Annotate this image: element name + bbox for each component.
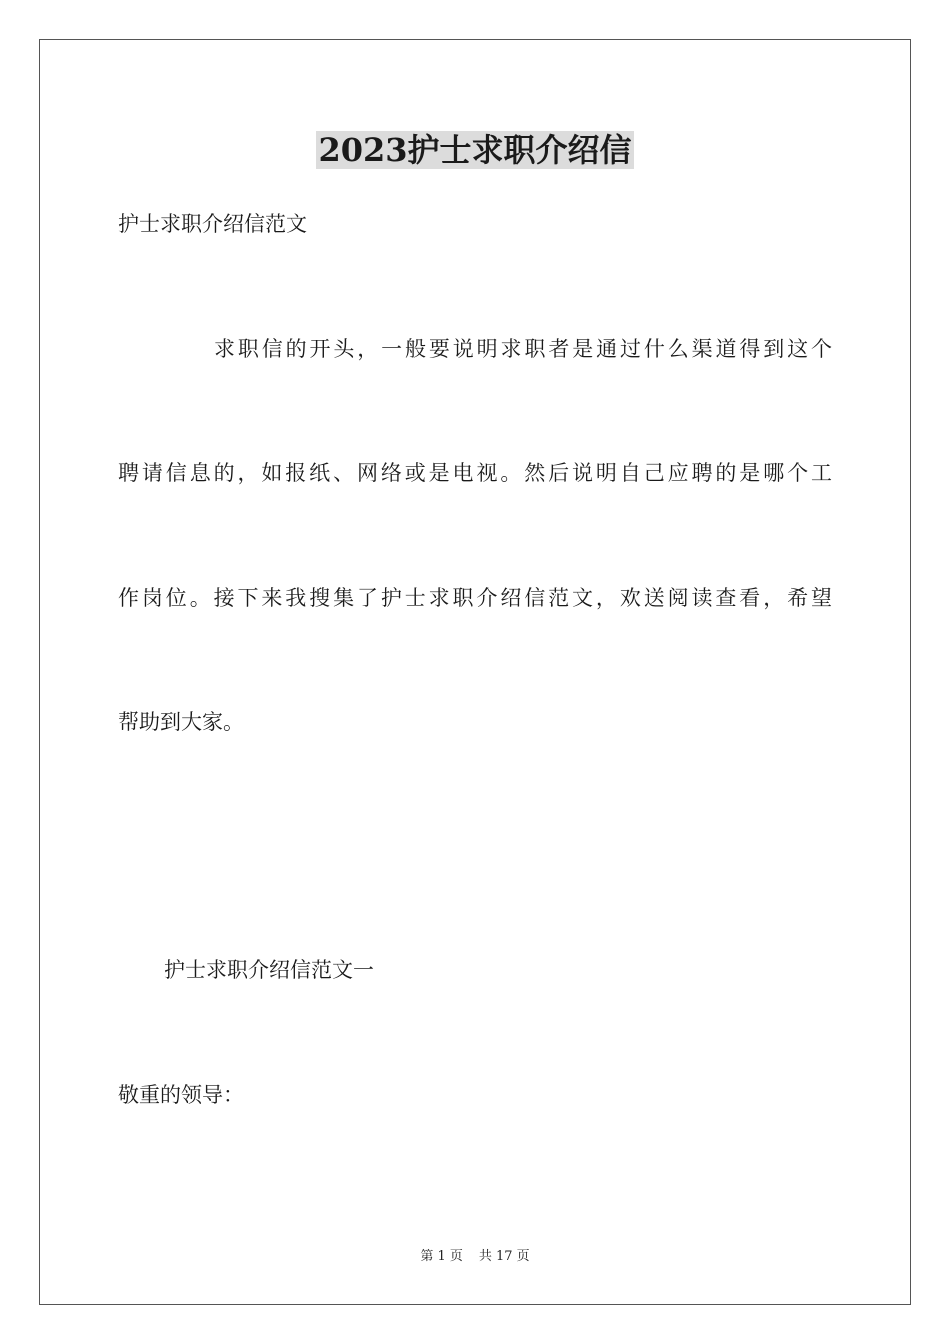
intro-line-1: 求职信的开头，一般要说明求职者是通过什么渠道得到这个 (214, 337, 832, 361)
salutation: 敬重的领导： (118, 1083, 244, 1107)
intro-line-2: 聘请信息的，如报纸、网络或是电视。然后说明自己应聘的是哪个工 (118, 461, 832, 485)
page-total: 共 17 页 (478, 1249, 530, 1264)
intro-line-3: 作岗位。接下来我搜集了护士求职介绍信范文，欢送阅读查看，希望 (118, 586, 832, 610)
document-title-text: 2023护士求职介绍信 (318, 131, 632, 169)
page-number: 第 1 页 (420, 1249, 463, 1264)
intro-line-4: 帮助到大家。 (118, 710, 244, 734)
page-footer (0, 1248, 950, 1266)
section-heading: 护士求职介绍信范文一 (164, 958, 374, 982)
document-subtitle: 护士求职介绍信范文 (118, 212, 307, 236)
document-title (0, 126, 950, 174)
